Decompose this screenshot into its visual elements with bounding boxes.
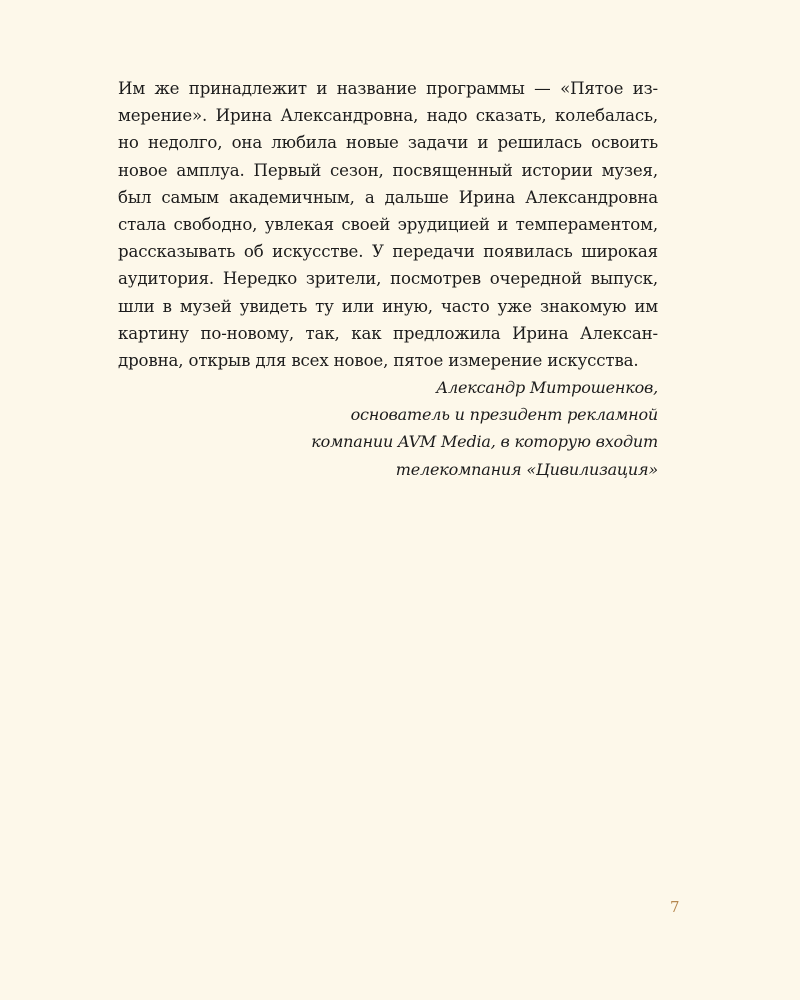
paragraph-line: Им же принадлежит и название программы — «Пятое из- xyxy=(118,79,658,98)
paragraph-line: рассказывать об искусстве. У передачи появилась широкая xyxy=(118,242,658,262)
paragraph-line: но недолго, она любила новые задачи и решилась освоить xyxy=(118,133,658,153)
signature-author-name: Александр Митрошенков, xyxy=(436,378,658,398)
paragraph xyxy=(118,75,658,374)
text-block xyxy=(118,75,658,483)
page-number: 7 xyxy=(670,898,680,916)
paragraph-line: был самым академичным, а дальше Ирина Александровна xyxy=(118,187,658,207)
signature-company-line: компании AVM Media, в которую входит xyxy=(311,432,658,452)
signature-title-line: основатель и президент рекламной xyxy=(350,405,658,425)
paragraph-line: аудитория. Нередко зрители, посмотрев очередной выпуск, xyxy=(118,269,658,289)
paragraph-line: стала свободно, увлекая своей эрудицией и темпераментом, xyxy=(118,214,658,234)
signature-block xyxy=(118,374,658,483)
paragraph-line: мерение». Ирина Александровна, надо сказать, колебалась, xyxy=(118,106,658,126)
paragraph-line: дровна, открыв для всех новое, пятое измерение искусства. xyxy=(118,350,639,370)
signature-channel-line: телекомпания «Цивилизация» xyxy=(395,459,658,479)
paragraph-line: шли в музей увидеть ту или иную, часто уже знакомую им xyxy=(118,296,658,316)
paragraph-line: новое амплуа. Первый сезон, посвященный истории музея, xyxy=(118,160,658,180)
paragraph-line: картину по-новому, так, как предложила Ирина Алексан- xyxy=(118,323,658,343)
